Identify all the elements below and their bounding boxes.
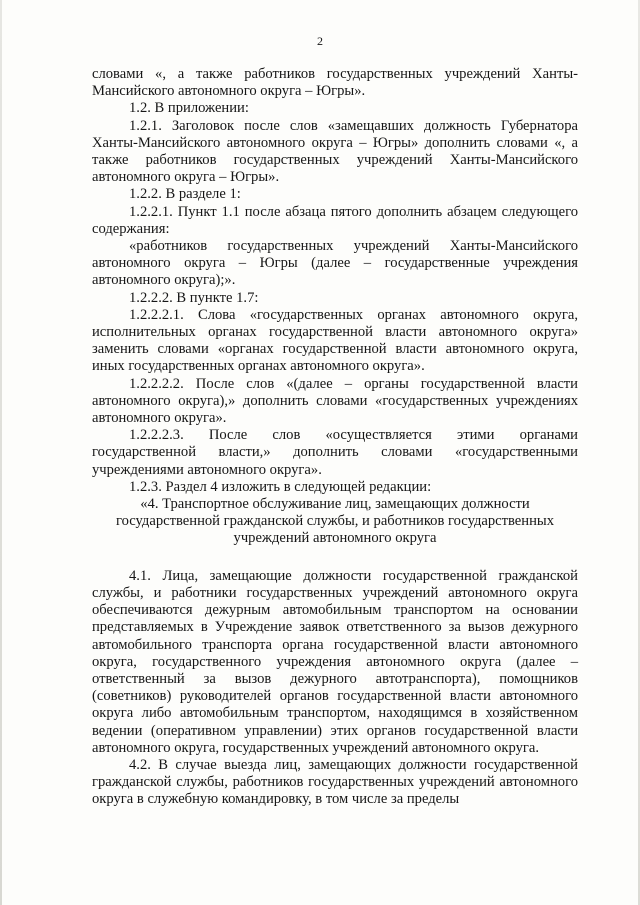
paragraph: 1.2.1. Заголовок после слов «замещавших должность Губернатора Ханты-Мансийского автономного округа – Югры» дополнить словами «, а также работников государственных учреждений Ханты-Мансийского автономного округа – Югры». bbox=[92, 117, 578, 186]
paragraph: «работников государственных учреждений Ханты-Мансийского автономного округа – Югры (далее – государственные учреждения автономного округа);». bbox=[92, 238, 578, 289]
paragraph: 1.2.2.2.2. После слов «(далее – органы государственной власти автономного округа),» дополнить словами «государственных учреждениях автономного округа». bbox=[92, 375, 578, 427]
scan-edge-left bbox=[0, 0, 2, 905]
section-heading: «4. Транспортное обслуживание лиц, замещающих должности государственной гражданской службы, и работников государственных учреждений автономного округа bbox=[115, 496, 555, 547]
paragraph: 1.2.2.2.1. Слова «государственных органах автономного округа, исполнительных органах государственной власти автономного округа» заменить словами «органах государственной власти автономного округа, иных государственных органах автономного округа». bbox=[92, 306, 578, 375]
heading-gap bbox=[92, 548, 578, 568]
paragraph: 1.2. В приложении: bbox=[129, 100, 249, 117]
paragraph: 4.2. В случае выезда лиц, замещающих должности государственной гражданской службы, работников государственных учреждений автономного округа в служебную командировку, в том числе за пределы bbox=[92, 756, 578, 808]
paragraph: 1.2.2. В разделе 1: bbox=[129, 186, 241, 203]
section-paragraphs bbox=[92, 568, 578, 809]
paragraph: 1.2.2.1. Пункт 1.1 после абзаца пятого дополнить абзацем следующего содержания: bbox=[92, 203, 578, 237]
paragraph: 1.2.2.2. В пункте 1.7: bbox=[129, 289, 259, 306]
document-body bbox=[92, 66, 578, 809]
paragraph: 1.2.2.2.3. После слов «осуществляется этими органами государственной власти,» дополнить словами «государственными учреждениями автономного округа». bbox=[92, 427, 578, 478]
paragraph: словами «, а также работников государственных учреждений Ханты-Мансийского автономного округа – Югры». bbox=[92, 66, 578, 100]
amendments-list bbox=[92, 66, 578, 496]
paragraph: 1.2.3. Раздел 4 изложить в следующей редакции: bbox=[129, 478, 432, 495]
page-number: 2 bbox=[317, 34, 323, 48]
paragraph: 4.1. Лица, замещающие должности государственной гражданской службы, и работники государственных учреждений автономного округа обеспечиваются дежурным автомобильным транспортом на основании представляемых в Учреждение заявок ответственного за вызов дежурного автомобильного транспорта органа государственной власти автономного округа, государственного учреждения автономного округа (далее – ответственный за вызов дежурного автотранспорта), помощников (советников) руководителей органов государственной власти автономного округа либо автомобильным транспортом, находящимся в хозяйственном ведении (оперативном управлении) этих органов государственной власти автономного округа, государственных учреждений автономного округа. bbox=[92, 567, 578, 756]
